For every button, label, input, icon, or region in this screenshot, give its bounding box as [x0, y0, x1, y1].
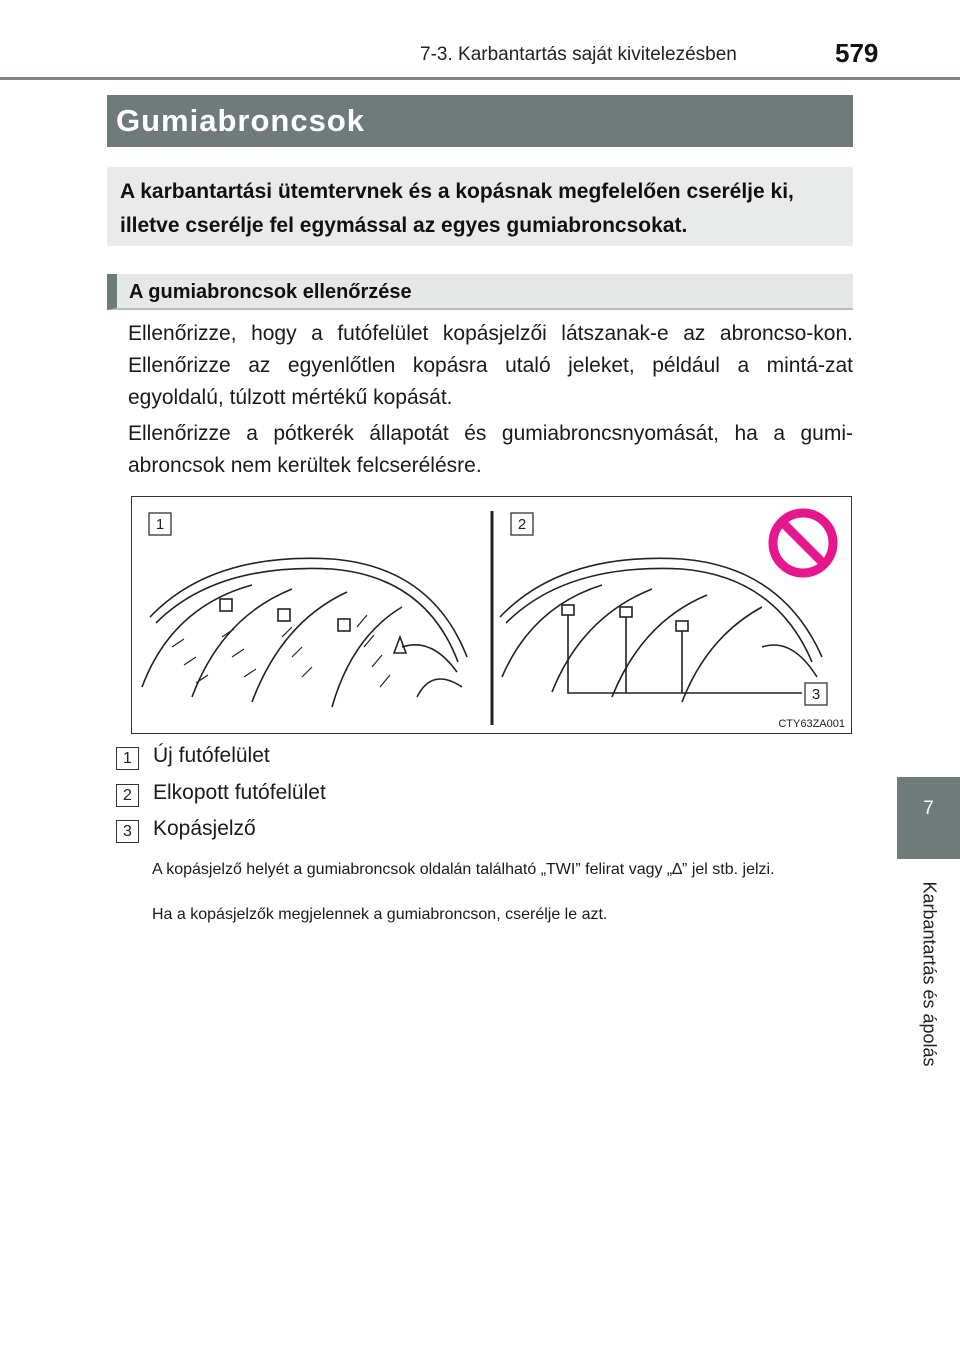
tire-wear-figure	[131, 496, 852, 734]
worn-tire-outline	[500, 558, 822, 657]
tire-illustration	[132, 497, 850, 732]
chapter-tab-number: 7	[897, 777, 960, 859]
callout-1: 1	[155, 516, 165, 533]
wear-indicator-worn-1	[562, 605, 574, 615]
subsection-heading: A gumiabroncsok ellenőrzése	[129, 281, 412, 303]
header-section-title: 7-3. Karbantartás saját kivitelezésben	[420, 44, 737, 65]
wear-indicator-new-3	[338, 619, 350, 631]
note-replace-tire: Ha a kopásjelzők megjelennek a gumiabroncson, cserélje le azt.	[152, 906, 608, 923]
page-title: Gumiabroncsok	[116, 103, 365, 138]
page-title-bar	[107, 95, 853, 147]
paragraph-spare-check: Ellenőrizze a pótkerék állapotát és gumiabroncsnyomását, ha a gumi-abroncsok nem kerültek felcserélésre.	[128, 422, 853, 477]
intro-text: A karbantartási ütemtervnek és a kopásnak megfelelően cserélje ki, illetve cserélje fel egymással az egyes gumiabroncsokat.	[120, 180, 794, 237]
callout-3: 3	[811, 686, 821, 703]
wear-indicator-worn-3	[676, 621, 688, 631]
intro-box	[107, 167, 853, 246]
chapter-tab-title: Karbantartás és ápolás	[919, 881, 939, 1067]
prohibition-icon	[773, 513, 833, 573]
legend-label: Új futófelület	[153, 744, 270, 767]
wear-indicator-new-1	[220, 599, 232, 611]
subsection-heading-bar	[107, 274, 853, 310]
page-number: 579	[835, 38, 879, 68]
chapter-tab	[897, 859, 960, 1089]
legend-number: 2	[116, 784, 139, 807]
legend-label: Kopásjelző	[153, 817, 256, 840]
wear-indicator-new-2	[278, 609, 290, 621]
triangle-mark-icon	[394, 637, 406, 653]
figure-code: CTY63ZA001	[778, 718, 845, 730]
legend-label: Elkopott futófelület	[153, 781, 326, 804]
legend-number: 1	[116, 747, 139, 770]
new-tire-outline	[150, 558, 467, 657]
header-rule	[0, 77, 960, 80]
paragraph-tread-check: Ellenőrizze, hogy a futófelület kopásjelzői látszanak-e az abroncso-kon. Ellenőrizze az egyenlőtlen kopásra utaló jeleket, például a mintá-zat egyoldalú, túlzott mértékű kopását.	[128, 322, 853, 409]
note-indicator-location: A kopásjelző helyét a gumiabroncsok oldalán található „TWI” felirat vagy „∆” jel stb. jelzi.	[152, 861, 775, 878]
wear-indicator-worn-2	[620, 607, 632, 617]
legend-number: 3	[116, 820, 139, 843]
callout-2: 2	[517, 516, 527, 533]
